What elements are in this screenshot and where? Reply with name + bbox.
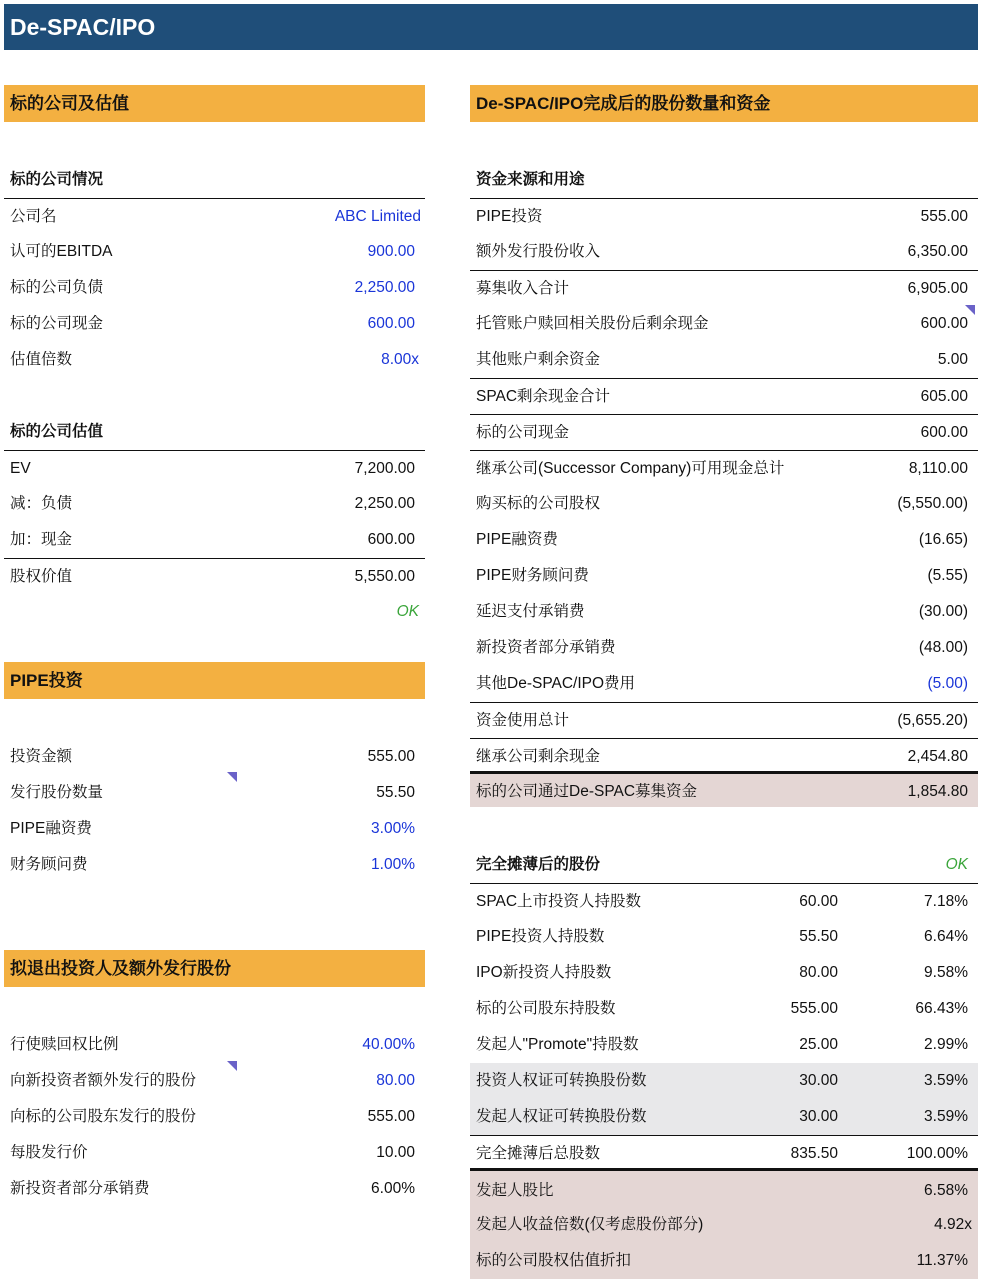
row-label: 每股发行价	[10, 1144, 88, 1161]
summary-row[interactable]	[470, 1243, 978, 1279]
row-label: 新投资者部分承销费	[10, 1180, 150, 1197]
percent-cell[interactable]: 2.99%	[924, 1036, 968, 1053]
row-label: 向标的公司股东发行的股份	[10, 1108, 197, 1125]
subheading-label: 标的公司估值	[10, 423, 104, 440]
value-cell[interactable]: 605.00	[920, 388, 968, 405]
shares-cell[interactable]: 835.50	[790, 1145, 838, 1162]
table-row[interactable]	[4, 1135, 425, 1171]
row-label: 购买标的公司股权	[476, 495, 601, 512]
row-label: 标的公司现金	[476, 424, 570, 441]
input-cell[interactable]: 600.00	[367, 315, 415, 332]
shares-cell[interactable]: 30.00	[799, 1072, 838, 1089]
row-label: SPAC剩余现金合计	[476, 388, 611, 405]
value-cell[interactable]: 5,550.00	[354, 568, 415, 585]
row-label: 投资金额	[10, 748, 73, 765]
input-cell[interactable]: 2,250.00	[354, 279, 415, 296]
table-row[interactable]	[470, 666, 978, 702]
table-row[interactable]	[4, 847, 425, 883]
table-row[interactable]	[4, 1099, 425, 1135]
table-row[interactable]	[4, 342, 425, 378]
section-header-target: 标的公司及估值	[4, 85, 425, 122]
table-row-shaded[interactable]	[470, 1099, 978, 1135]
table-row[interactable]	[470, 955, 978, 991]
table-row[interactable]	[4, 270, 425, 306]
subheading-label: 资金来源和用途	[476, 171, 585, 188]
input-cell[interactable]: 80.00	[376, 1072, 415, 1089]
table-row[interactable]	[470, 991, 978, 1027]
input-cell[interactable]: 3.00%	[371, 820, 415, 837]
subheading-funds	[470, 162, 978, 198]
table-row[interactable]	[470, 234, 978, 270]
shares-cell[interactable]: 80.00	[799, 964, 838, 981]
table-row[interactable]	[470, 414, 978, 450]
table-row[interactable]	[470, 198, 978, 234]
value-cell[interactable]: 2,250.00	[354, 495, 415, 512]
row-label: 继承公司(Successor Company)可用现金总计	[476, 460, 785, 477]
table-row[interactable]	[470, 594, 978, 630]
row-label: 向新投资者额外发行的股份	[10, 1072, 197, 1089]
percent-cell[interactable]: 3.59%	[924, 1072, 968, 1089]
row-label: 其他账户剩余资金	[476, 351, 601, 368]
subheading-dilution	[470, 847, 978, 883]
row-label: PIPE财务顾问费	[476, 567, 589, 584]
row-label: 行使赎回权比例	[10, 1036, 119, 1053]
percent-cell[interactable]: 7.18%	[924, 893, 968, 910]
row-label: 发起人股比	[476, 1182, 554, 1199]
table-row[interactable]	[470, 450, 978, 486]
row-label: 发起人收益倍数(仅考虑股份部分)	[476, 1216, 704, 1233]
row-label: 估值倍数	[10, 351, 73, 368]
table-row[interactable]	[4, 234, 425, 270]
row-label: 标的公司股权估值折扣	[476, 1252, 632, 1269]
page-title: De-SPAC/IPO	[4, 4, 978, 50]
table-row[interactable]	[470, 522, 978, 558]
ok-check: OK	[945, 856, 968, 873]
table-row[interactable]	[4, 1027, 425, 1063]
row-label: 财务顾问费	[10, 856, 88, 873]
table-row[interactable]	[4, 486, 425, 522]
value-cell[interactable]: (5,550.00)	[897, 495, 968, 512]
table-row[interactable]	[470, 630, 978, 666]
value-cell[interactable]: (30.00)	[918, 603, 968, 620]
table-row[interactable]	[470, 486, 978, 522]
input-cell[interactable]: 900.00	[367, 243, 415, 260]
section-header-pipe: PIPE投资	[4, 662, 425, 699]
row-label: 公司名	[10, 208, 57, 225]
row-label: 标的公司负债	[10, 279, 104, 296]
table-row[interactable]	[470, 270, 978, 306]
value-cell[interactable]: (16.65)	[918, 531, 968, 548]
row-label: PIPE投资	[476, 208, 543, 225]
value-cell[interactable]: 555.00	[920, 208, 968, 225]
value-cell[interactable]: 6.58%	[924, 1182, 968, 1199]
shares-cell[interactable]: 555.00	[790, 1000, 838, 1017]
shares-cell[interactable]: 60.00	[799, 893, 838, 910]
value-cell[interactable]: 6,905.00	[907, 280, 968, 297]
value-cell[interactable]: 11.37%	[916, 1252, 968, 1269]
table-row[interactable]	[470, 919, 978, 955]
value-cell[interactable]: 10.00	[376, 1144, 415, 1161]
table-row-shaded[interactable]	[470, 1063, 978, 1099]
value-cell[interactable]: 555.00	[367, 748, 415, 765]
percent-cell[interactable]: 9.58%	[924, 964, 968, 981]
table-row[interactable]	[470, 558, 978, 594]
row-label: 标的公司现金	[10, 315, 104, 332]
value-cell[interactable]: 600.00	[920, 424, 968, 441]
row-label: PIPE融资费	[10, 820, 92, 837]
row-label: 延迟支付承销费	[476, 603, 585, 620]
section-header-exit: 拟退出投资人及额外发行股份	[4, 950, 425, 987]
section-header-funds: De-SPAC/IPO完成后的股份数量和资金	[470, 85, 978, 122]
row-label: 额外发行股份收入	[476, 243, 601, 260]
value-cell[interactable]: (48.00)	[918, 639, 968, 656]
row-label: EV	[10, 460, 31, 477]
table-row-total[interactable]	[470, 1135, 978, 1171]
table-row[interactable]	[4, 522, 425, 558]
value-cell[interactable]: (5,655.20)	[897, 712, 968, 729]
value-cell[interactable]: 600.00	[367, 531, 415, 548]
row-label: 托管账户赎回相关股份后剩余现金	[476, 315, 709, 332]
row-label: SPAC上市投资人持股数	[476, 893, 642, 910]
table-row[interactable]	[470, 702, 978, 738]
value-cell[interactable]: 55.50	[376, 784, 415, 801]
percent-cell[interactable]: 6.64%	[924, 928, 968, 945]
subheading-valuation	[4, 414, 425, 450]
value-cell[interactable]: 5.00	[937, 351, 968, 368]
row-label: 发起人权证可转换股份数	[476, 1108, 647, 1125]
row-label: 发起人"Promote"持股数	[476, 1036, 639, 1053]
shares-cell[interactable]: 25.00	[799, 1036, 838, 1053]
percent-cell[interactable]: 66.43%	[915, 1000, 968, 1017]
row-label: 标的公司通过De-SPAC募集资金	[476, 783, 698, 800]
percent-cell[interactable]: 3.59%	[924, 1108, 968, 1125]
input-cell[interactable]: 1.00%	[371, 856, 415, 873]
table-row[interactable]	[4, 739, 425, 775]
input-cell[interactable]: ABC Limited	[334, 208, 421, 225]
table-row[interactable]	[4, 306, 425, 342]
table-row[interactable]	[4, 450, 425, 486]
row-label: 其他De-SPAC/IPO费用	[476, 675, 636, 692]
row-label: 投资人权证可转换股份数	[476, 1072, 647, 1089]
value-cell[interactable]: 555.00	[367, 1108, 415, 1125]
subheading-label: 标的公司情况	[10, 171, 104, 188]
row-label: 股权价值	[10, 568, 73, 585]
row-label: IPO新投资人持股数	[476, 964, 612, 981]
check-row	[4, 594, 425, 630]
value-cell[interactable]: 7,200.00	[354, 460, 415, 477]
value-cell[interactable]: 600.00	[920, 315, 968, 332]
table-row[interactable]	[4, 198, 425, 234]
table-row[interactable]	[4, 1063, 425, 1099]
table-row[interactable]	[470, 378, 978, 414]
row-label: 标的公司股东持股数	[476, 1000, 616, 1017]
value-cell[interactable]: 4.92x	[934, 1216, 972, 1233]
row-label: 完全摊薄后总股数	[476, 1145, 601, 1162]
value-cell[interactable]: 6.00%	[371, 1180, 415, 1197]
row-label: 新投资者部分承销费	[476, 639, 616, 656]
summary-row[interactable]	[470, 1207, 978, 1243]
value-cell[interactable]: 1,854.80	[907, 783, 968, 800]
table-row-highlight[interactable]	[470, 771, 978, 807]
value-cell[interactable]: 6,350.00	[907, 243, 968, 260]
row-label: PIPE融资费	[476, 531, 558, 548]
row-label: 继承公司剩余现金	[476, 748, 601, 765]
table-row[interactable]	[470, 306, 978, 342]
input-cell[interactable]: (5.00)	[927, 675, 968, 692]
value-cell[interactable]: (5.55)	[927, 567, 968, 584]
ok-check: OK	[396, 603, 419, 620]
table-row[interactable]	[470, 738, 978, 774]
row-label: 发行股份数量	[10, 784, 104, 801]
table-row[interactable]	[4, 1171, 425, 1207]
row-label: 认可的EBITDA	[10, 243, 113, 260]
table-row[interactable]	[4, 775, 425, 811]
subheading-label: 完全摊薄后的股份	[476, 856, 601, 873]
table-row[interactable]	[4, 811, 425, 847]
value-cell[interactable]: 2,454.80	[907, 748, 968, 765]
row-label: 加：现金	[10, 531, 73, 548]
percent-cell[interactable]: 100.00%	[906, 1145, 968, 1162]
row-label: 资金使用总计	[476, 712, 570, 729]
shares-cell[interactable]: 30.00	[799, 1108, 838, 1125]
value-cell[interactable]: 8,110.00	[908, 460, 968, 477]
summary-row[interactable]	[470, 1168, 978, 1207]
table-row[interactable]	[470, 883, 978, 919]
table-row[interactable]	[4, 558, 425, 594]
row-label: PIPE投资人持股数	[476, 928, 605, 945]
row-label: 减：负债	[10, 495, 73, 512]
table-row[interactable]	[470, 342, 978, 378]
subheading-target-info	[4, 162, 425, 198]
row-label: 募集收入合计	[476, 280, 570, 297]
input-cell[interactable]: 8.00x	[381, 351, 419, 368]
input-cell[interactable]: 40.00%	[362, 1036, 415, 1053]
table-row[interactable]	[470, 1027, 978, 1063]
shares-cell[interactable]: 55.50	[799, 928, 838, 945]
